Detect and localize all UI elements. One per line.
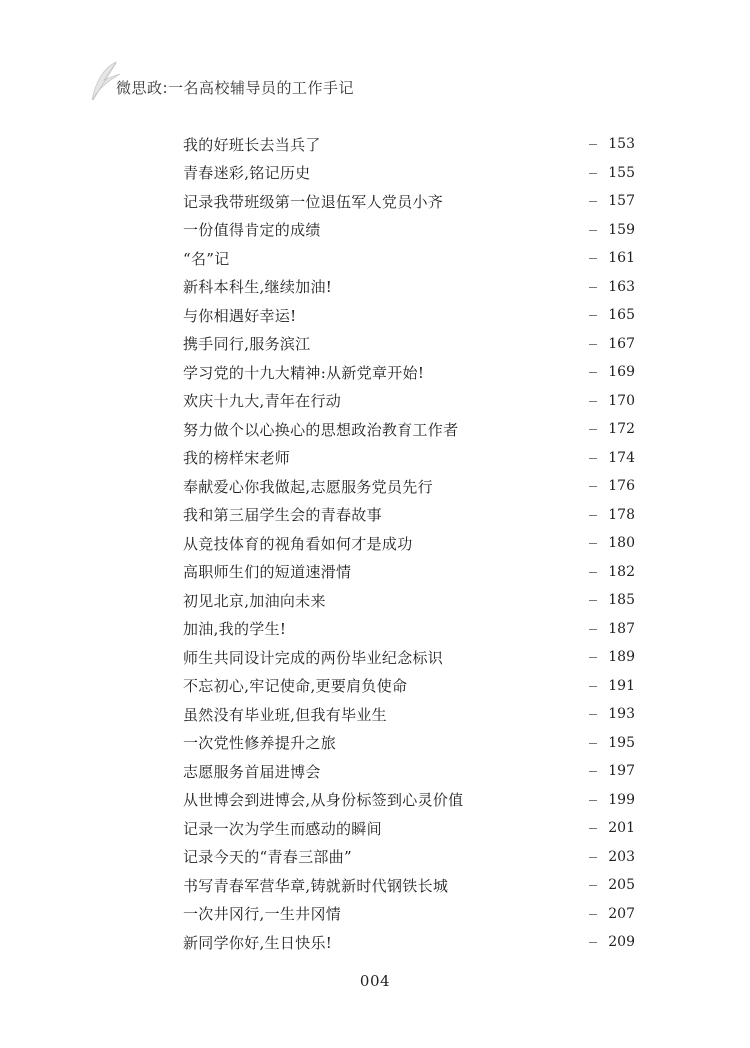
toc-leader-dash bbox=[589, 258, 597, 259]
toc-entry-page: 199 bbox=[608, 791, 635, 808]
toc-entry[interactable] bbox=[183, 586, 635, 615]
toc-entry[interactable] bbox=[183, 871, 635, 900]
toc-leader-dash bbox=[589, 800, 597, 801]
toc-entry-page: 191 bbox=[608, 677, 635, 694]
toc-entry-page: 163 bbox=[608, 278, 635, 295]
toc-entry-page: 170 bbox=[608, 392, 635, 409]
toc-entry-title: 学习党的十九大精神:从新党章开始! bbox=[183, 363, 425, 382]
toc-entry-page: 169 bbox=[608, 364, 635, 381]
toc-entry-title: 初见北京,加油向未来 bbox=[183, 591, 326, 610]
toc-entry-page: 172 bbox=[608, 421, 635, 438]
toc-entry-title: 我和第三届学生会的青春故事 bbox=[183, 506, 382, 525]
toc-leader-dash bbox=[589, 458, 597, 459]
toc-entry-title: 志愿服务首届进博会 bbox=[183, 762, 321, 781]
toc-entry[interactable] bbox=[183, 387, 635, 416]
toc-entry-title: 努力做个以心换心的思想政治教育工作者 bbox=[183, 420, 459, 439]
toc-leader-dash bbox=[589, 572, 597, 573]
toc-leader-dash bbox=[589, 771, 597, 772]
page-number: 004 bbox=[359, 972, 391, 990]
toc-entry-title: 记录今天的“青春三部曲” bbox=[183, 848, 352, 867]
toc-entry-page: 178 bbox=[608, 506, 635, 523]
toc-leader-dash bbox=[589, 287, 597, 288]
toc-entry-page: 159 bbox=[608, 221, 635, 238]
toc-entry-title: 虽然没有毕业班,但我有毕业生 bbox=[183, 705, 387, 724]
toc-entry-page: 187 bbox=[608, 620, 635, 637]
toc-entry[interactable] bbox=[183, 130, 635, 159]
toc-entry-page: 161 bbox=[608, 250, 635, 267]
toc-entry-page: 193 bbox=[608, 706, 635, 723]
toc-leader-dash bbox=[589, 857, 597, 858]
toc-entry-title: 加油,我的学生! bbox=[183, 620, 287, 639]
running-header bbox=[86, 60, 406, 104]
toc-leader-dash bbox=[589, 914, 597, 915]
toc-entry[interactable] bbox=[183, 558, 635, 587]
toc-leader-dash bbox=[589, 230, 597, 231]
toc-entry[interactable] bbox=[183, 159, 635, 188]
toc-entry[interactable] bbox=[183, 672, 635, 701]
toc-entry[interactable] bbox=[183, 928, 635, 957]
toc-leader-dash bbox=[589, 315, 597, 316]
toc-entry[interactable] bbox=[183, 358, 635, 387]
toc-entry-title: 我的好班长去当兵了 bbox=[183, 135, 321, 154]
toc-leader-dash bbox=[589, 543, 597, 544]
toc-leader-dash bbox=[589, 344, 597, 345]
toc-entry[interactable] bbox=[183, 615, 635, 644]
toc-entry[interactable] bbox=[183, 643, 635, 672]
toc-leader-dash bbox=[589, 743, 597, 744]
toc-leader-dash bbox=[589, 401, 597, 402]
toc-leader-dash bbox=[589, 714, 597, 715]
toc-entry-page: 157 bbox=[608, 193, 635, 210]
toc-entry[interactable] bbox=[183, 814, 635, 843]
toc-leader-dash bbox=[589, 828, 597, 829]
toc-entry-title: 一份值得肯定的成绩 bbox=[183, 221, 321, 240]
toc-entry[interactable] bbox=[183, 900, 635, 929]
toc-entry-page: 207 bbox=[608, 905, 635, 922]
toc-entry[interactable] bbox=[183, 216, 635, 245]
toc-entry-title: 不忘初心,牢记使命,更要肩负使命 bbox=[183, 677, 408, 696]
toc-entry[interactable] bbox=[183, 529, 635, 558]
toc-leader-dash bbox=[589, 201, 597, 202]
toc-entry-page: 165 bbox=[608, 307, 635, 324]
toc-leader-dash bbox=[589, 600, 597, 601]
toc-entry-title: 欢庆十九大,青年在行动 bbox=[183, 392, 342, 411]
toc-leader-dash bbox=[589, 942, 597, 943]
toc-leader-dash bbox=[589, 657, 597, 658]
toc-leader-dash bbox=[589, 686, 597, 687]
toc-entry-title: 奉献爱心你我做起,志愿服务党员先行 bbox=[183, 477, 433, 496]
toc-entry-title: 从世博会到进博会,从身份标签到心灵价值 bbox=[183, 791, 464, 810]
toc-entry-title: 高职师生们的短道速滑情 bbox=[183, 563, 352, 582]
toc-entry[interactable] bbox=[183, 501, 635, 530]
toc-entry-title: 一次党性修养提升之旅 bbox=[183, 734, 337, 753]
toc-entry-title: 新同学你好,生日快乐! bbox=[183, 933, 333, 952]
toc-leader-dash bbox=[589, 429, 597, 430]
toc-leader-dash bbox=[589, 486, 597, 487]
toc-entry-title: 我的榜样宋老师 bbox=[183, 449, 291, 468]
toc-leader-dash bbox=[589, 515, 597, 516]
book-title: 微思政:一名高校辅导员的工作手记 bbox=[116, 79, 355, 97]
toc-entry-page: 180 bbox=[608, 535, 635, 552]
toc-leader-dash bbox=[589, 885, 597, 886]
toc-entry-page: 153 bbox=[608, 136, 635, 153]
toc-entry-page: 189 bbox=[608, 649, 635, 666]
toc-entry[interactable] bbox=[183, 330, 635, 359]
toc-entry[interactable] bbox=[183, 301, 635, 330]
table-of-contents bbox=[183, 130, 635, 957]
toc-entry-page: 203 bbox=[608, 848, 635, 865]
toc-entry[interactable] bbox=[183, 244, 635, 273]
toc-entry-page: 197 bbox=[608, 763, 635, 780]
toc-leader-dash bbox=[589, 629, 597, 630]
toc-entry[interactable] bbox=[183, 187, 635, 216]
toc-entry[interactable] bbox=[183, 757, 635, 786]
toc-entry-title: 一次井冈行,一生井冈情 bbox=[183, 905, 342, 924]
toc-entry-page: 167 bbox=[608, 335, 635, 352]
toc-entry-page: 209 bbox=[608, 934, 635, 951]
toc-entry-title: “名”记 bbox=[183, 249, 230, 268]
toc-entry-page: 195 bbox=[608, 734, 635, 751]
toc-leader-dash bbox=[589, 144, 597, 145]
toc-entry[interactable] bbox=[183, 415, 635, 444]
toc-entry-title: 与你相遇好幸运! bbox=[183, 306, 297, 325]
toc-entry-title: 记录我带班级第一位退伍军人党员小齐 bbox=[183, 192, 444, 211]
toc-entry[interactable] bbox=[183, 444, 635, 473]
toc-entry-title: 记录一次为学生而感动的瞬间 bbox=[183, 819, 382, 838]
toc-entry-page: 201 bbox=[608, 820, 635, 837]
toc-entry-page: 185 bbox=[608, 592, 635, 609]
toc-entry-title: 青春迷彩,铭记历史 bbox=[183, 164, 311, 183]
toc-leader-dash bbox=[589, 372, 597, 373]
toc-entry[interactable] bbox=[183, 729, 635, 758]
toc-entry-page: 155 bbox=[608, 164, 635, 181]
toc-entry[interactable] bbox=[183, 700, 635, 729]
toc-leader-dash bbox=[589, 173, 597, 174]
toc-entry-title: 师生共同设计完成的两份毕业纪念标识 bbox=[183, 648, 444, 667]
toc-entry-title: 从竞技体育的视角看如何才是成功 bbox=[183, 534, 413, 553]
toc-entry-page: 205 bbox=[608, 877, 635, 894]
toc-entry-title: 书写青春军营华章,铸就新时代钢铁长城 bbox=[183, 876, 449, 895]
toc-entry[interactable] bbox=[183, 472, 635, 501]
toc-entry-title: 携手同行,服务滨江 bbox=[183, 335, 311, 354]
toc-entry-page: 182 bbox=[608, 563, 635, 580]
toc-entry-page: 174 bbox=[608, 449, 635, 466]
toc-entry-title: 新科本科生,继续加油! bbox=[183, 278, 333, 297]
toc-entry[interactable] bbox=[183, 273, 635, 302]
toc-entry[interactable] bbox=[183, 843, 635, 872]
toc-entry-page: 176 bbox=[608, 478, 635, 495]
toc-entry[interactable] bbox=[183, 786, 635, 815]
